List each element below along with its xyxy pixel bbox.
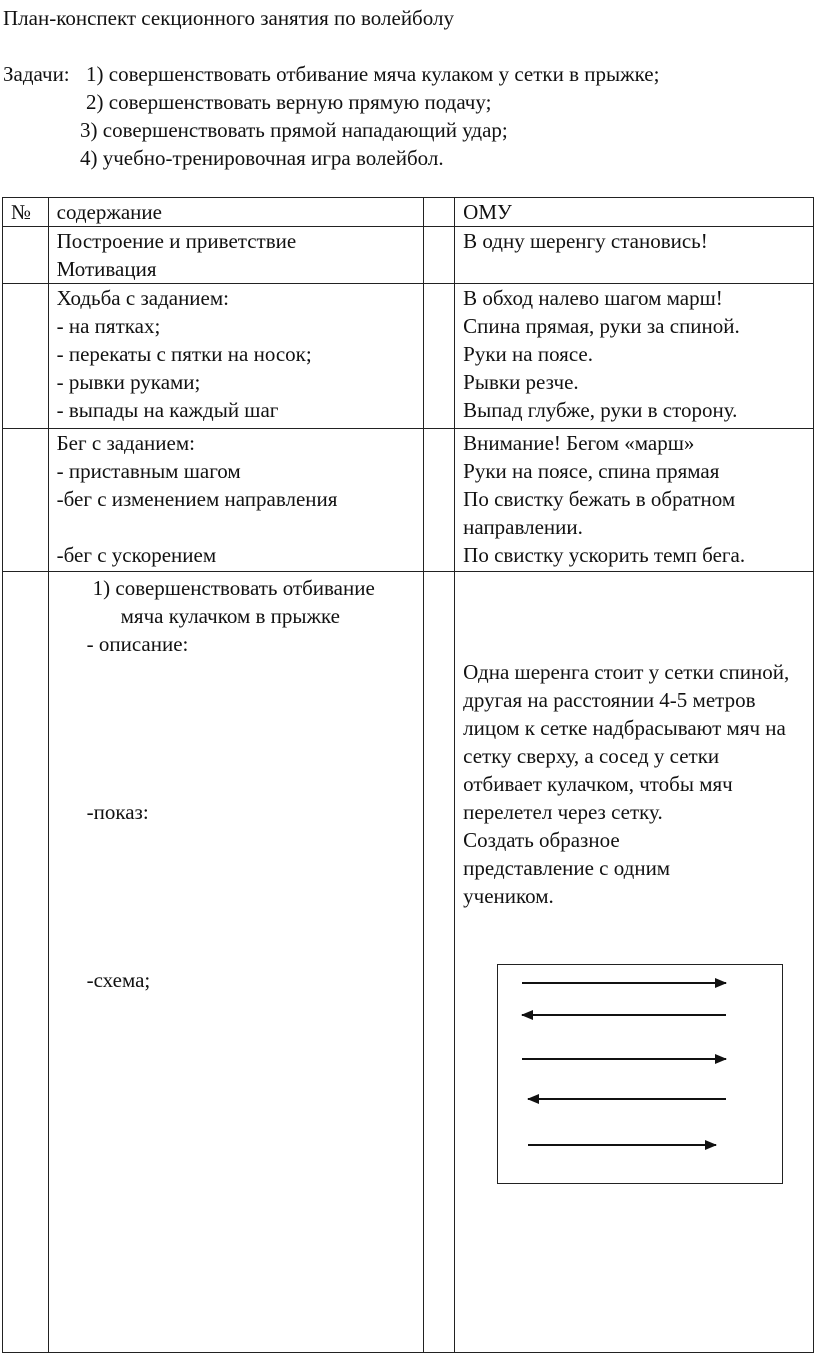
omu-line: В одну шеренгу становись! — [463, 229, 708, 253]
omu-line: В обход налево шагом марш! — [463, 286, 723, 310]
omu-line: Руки на поясе. — [463, 342, 593, 366]
content-label-show: -показ: — [86, 800, 149, 824]
row-omu — [455, 429, 814, 572]
row-omu — [455, 227, 814, 284]
task-item-4: 4) учебно-тренировочная игра волейбол. — [80, 146, 444, 170]
row-content — [48, 284, 423, 429]
row-content — [48, 227, 423, 284]
tasks-label: Задачи: — [3, 62, 70, 86]
content-line: - перекаты с пятки на носок; — [56, 342, 312, 366]
task-item-3: 3) совершенствовать прямой нападающий удар; — [80, 118, 508, 142]
content-line: -бег с ускорением — [56, 543, 217, 567]
task-item-2: 2) совершенствовать верную прямую подачу; — [86, 90, 492, 114]
row-number — [3, 284, 49, 429]
omu-line: Руки на поясе, спина прямая — [463, 459, 720, 483]
omu-description: Одна шеренга стоит у сетки спиной, другая на расстоянии 4-5 метров лицом к сетке надбрасывают мяч на сетку сверху, а сосед у сетки отбивает кулачком, чтобы мяч перелетел через сетку. — [463, 660, 790, 824]
row-content — [48, 572, 423, 1353]
header-omu: ОМУ — [455, 198, 814, 227]
content-line: - рывки руками; — [56, 370, 201, 394]
omu-line: Спина прямая, руки за спиной. — [463, 314, 740, 338]
row-extra — [424, 227, 455, 284]
row-number — [3, 227, 49, 284]
row-number — [3, 572, 49, 1353]
task-item-1: 1) совершенствовать отбивание мяча кулаком у сетки в прыжке; — [86, 62, 660, 86]
content-line: - приставным шагом — [56, 459, 241, 483]
row-number — [3, 429, 49, 572]
exercise-scheme — [497, 964, 783, 1184]
row-omu — [455, 572, 814, 1353]
content-line: Построение и приветствие — [56, 229, 297, 253]
row-extra — [424, 429, 455, 572]
content-line: - на пятках; — [56, 314, 161, 338]
content-line: - выпады на каждый шаг — [56, 398, 279, 422]
table-row — [3, 572, 814, 1353]
omu-show: Создать образное представление с одним учеником. — [463, 828, 671, 908]
omu-line: По свистку бежать в обратном — [463, 487, 736, 511]
scheme-drawing — [498, 965, 782, 1183]
content-line: Бег с заданием: — [56, 431, 195, 455]
content-subitem: 1) совершенствовать отбивание мяча кулачком в прыжке — [92, 576, 375, 628]
content-label-scheme: -схема; — [86, 968, 151, 992]
content-line: Мотивация — [56, 257, 157, 281]
header-number: № — [3, 198, 49, 227]
header-extra — [424, 198, 455, 227]
omu-line: По свистку ускорить темп бега. — [463, 543, 746, 567]
header-content: содержание — [48, 198, 423, 227]
row-extra — [424, 284, 455, 429]
table-header-row — [3, 198, 814, 227]
content-label-description: - описание: — [86, 632, 189, 656]
content-line: Ходьба с заданием: — [56, 286, 229, 310]
content-line: -бег с изменением направления — [56, 487, 338, 511]
table-row — [3, 429, 814, 572]
omu-line: Выпад глубже, руки в сторону. — [463, 398, 738, 422]
table-row — [3, 284, 814, 429]
page-title: План-конспект секционного занятия по волейболу — [3, 6, 454, 30]
omu-line: Рывки резче. — [463, 370, 579, 394]
row-omu — [455, 284, 814, 429]
table-row — [3, 227, 814, 284]
row-content — [48, 429, 423, 572]
content-line — [57, 513, 423, 541]
omu-line: направлении. — [463, 515, 583, 539]
row-extra — [424, 572, 455, 1353]
omu-line: Внимание! Бегом «марш» — [463, 431, 695, 455]
